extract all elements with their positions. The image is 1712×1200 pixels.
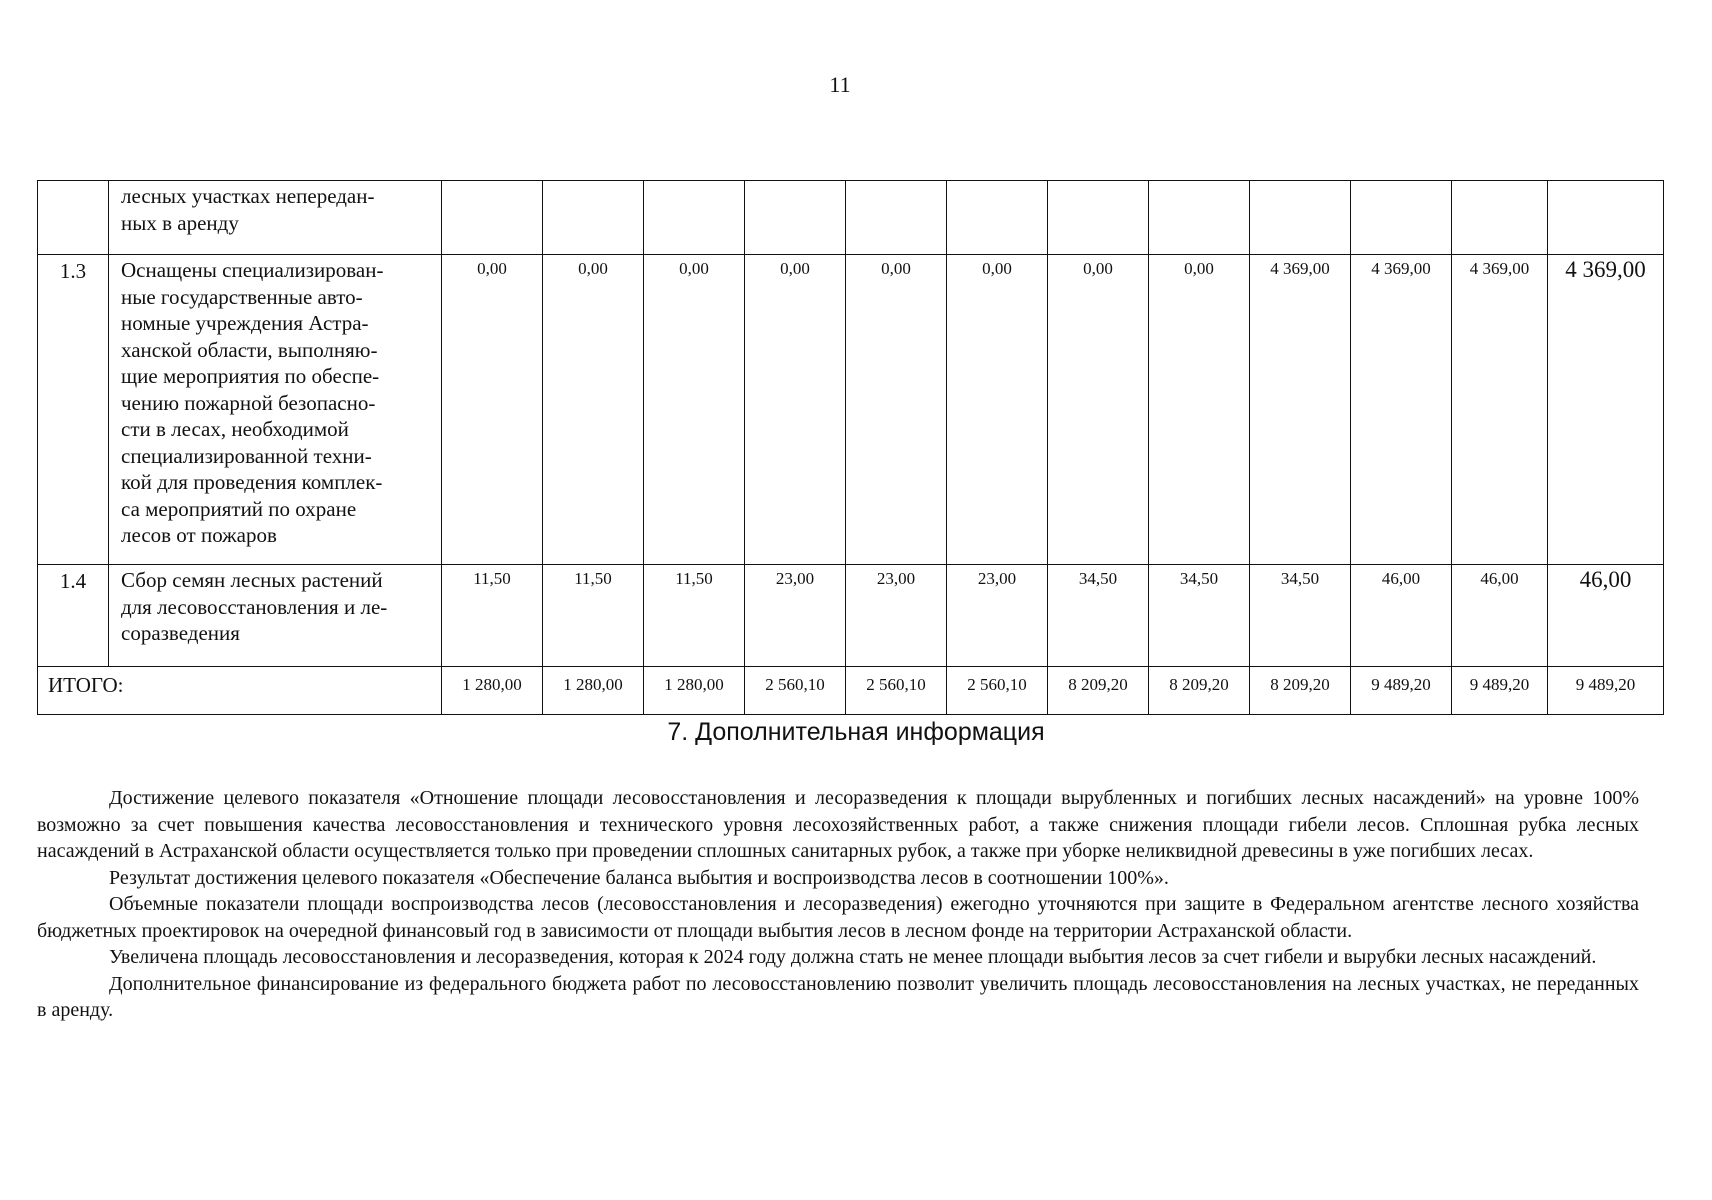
value-cell: 0,00 xyxy=(644,255,745,565)
page-number: 11 xyxy=(829,72,851,97)
value-cell xyxy=(1351,181,1452,255)
value-cell xyxy=(846,181,947,255)
value-cell: 0,00 xyxy=(846,255,947,565)
value-cell: 0,00 xyxy=(745,255,846,565)
total-value-cell: 2 560,10 xyxy=(745,667,846,715)
value-cell: 23,00 xyxy=(745,565,846,667)
value-cell: 34,50 xyxy=(1048,565,1149,667)
value-cell xyxy=(1548,181,1664,255)
value-cell: 46,00 xyxy=(1452,565,1548,667)
total-value-cell: 1 280,00 xyxy=(442,667,543,715)
paragraph: Объемные показатели площади воспроизводства лесов (лесовосстановления и лесоразведения) ежегодно уточняются при защите в Федеральном агентстве лесного хозяйства бюджетных проектировок на очередной финансовый год в зависимости от площади выбытия лесов в лесном фонде на территории Астраханской области. xyxy=(37,893,1639,942)
total-label: ИТОГО: xyxy=(38,667,442,715)
value-cell: 23,00 xyxy=(947,565,1048,667)
total-value-cell: 9 489,20 xyxy=(1548,667,1664,715)
row-description: лесных участках непередан- ных в аренду xyxy=(109,181,442,255)
value-cell: 4 369,00 xyxy=(1548,255,1664,565)
total-value-cell: 2 560,10 xyxy=(846,667,947,715)
table-row xyxy=(38,565,1664,667)
value-cell: 11,50 xyxy=(442,565,543,667)
value-cell: 0,00 xyxy=(1149,255,1250,565)
value-cell: 0,00 xyxy=(543,255,644,565)
paragraph: Достижение целевого показателя «Отношение площади лесовосстановления и лесоразведения к площади вырубленных и погибших лесных насаждений» на уровне 100% возможно за счет повышения качества лесовосстановления и технического уровня лесохозяйственных работ, а также снижения площади гибели лесов. Сплошная рубка лесных насаждений в Астраханской области осуществляется только при проведении сплошных санитарных рубок, а также при уборке неликвидной древесины в уже погибших лесах. xyxy=(37,787,1639,862)
section-body xyxy=(37,785,1639,1024)
value-cell: 46,00 xyxy=(1548,565,1664,667)
indicators-table xyxy=(37,180,1664,715)
value-cell: 34,50 xyxy=(1250,565,1351,667)
value-cell xyxy=(1452,181,1548,255)
row-description: Оснащены специализирован- ные государственные авто- номные учреждения Астра- ханской области, выполняю- щие мероприятия по обеспе- чению пожарной безопасно- сти в лесах, необходимой специализированной техни- кой для проведения комплек- са мероприятий по охране лесов от пожаров xyxy=(109,255,442,565)
value-cell: 34,50 xyxy=(1149,565,1250,667)
table-row xyxy=(38,181,1664,255)
total-value-cell: 9 489,20 xyxy=(1351,667,1452,715)
value-cell: 46,00 xyxy=(1351,565,1452,667)
total-value-cell: 8 209,20 xyxy=(1048,667,1149,715)
paragraph: Увеличена площадь лесовосстановления и лесоразведения, которая к 2024 году должна стать не менее площади выбытия лесов за счет гибели и вырубки лесных насаждений. xyxy=(109,946,1597,968)
value-cell xyxy=(745,181,846,255)
total-row xyxy=(38,667,1664,715)
row-number: 1.4 xyxy=(38,565,109,667)
total-value-cell: 8 209,20 xyxy=(1250,667,1351,715)
total-value-cell: 1 280,00 xyxy=(644,667,745,715)
total-value-cell: 8 209,20 xyxy=(1149,667,1250,715)
total-value-cell: 9 489,20 xyxy=(1452,667,1548,715)
total-value-cell: 1 280,00 xyxy=(543,667,644,715)
row-number xyxy=(38,181,109,255)
total-value-cell: 2 560,10 xyxy=(947,667,1048,715)
table-row xyxy=(38,255,1664,565)
value-cell xyxy=(1048,181,1149,255)
value-cell xyxy=(1149,181,1250,255)
value-cell: 4 369,00 xyxy=(1351,255,1452,565)
value-cell: 0,00 xyxy=(1048,255,1149,565)
value-cell xyxy=(1250,181,1351,255)
value-cell: 4 369,00 xyxy=(1452,255,1548,565)
row-description: Сбор семян лесных растений для лесовосстановления и ле- соразведения xyxy=(109,565,442,667)
section-title: 7. Дополнительная информация xyxy=(667,718,1045,746)
value-cell: 0,00 xyxy=(947,255,1048,565)
row-number: 1.3 xyxy=(38,255,109,565)
value-cell: 0,00 xyxy=(442,255,543,565)
value-cell: 11,50 xyxy=(543,565,644,667)
paragraph: Результат достижения целевого показателя «Обеспечение баланса выбытия и воспроизводства лесов в соотношении 100%». xyxy=(109,866,1169,889)
value-cell xyxy=(947,181,1048,255)
paragraph: Дополнительное финансирование из федерального бюджета работ по лесовосстановлению позволит увеличить площадь лесовосстановления на лесных участках, не переданных в аренду. xyxy=(37,972,1639,1021)
value-cell: 11,50 xyxy=(644,565,745,667)
value-cell xyxy=(644,181,745,255)
value-cell xyxy=(543,181,644,255)
value-cell: 4 369,00 xyxy=(1250,255,1351,565)
value-cell xyxy=(442,181,543,255)
value-cell: 23,00 xyxy=(846,565,947,667)
